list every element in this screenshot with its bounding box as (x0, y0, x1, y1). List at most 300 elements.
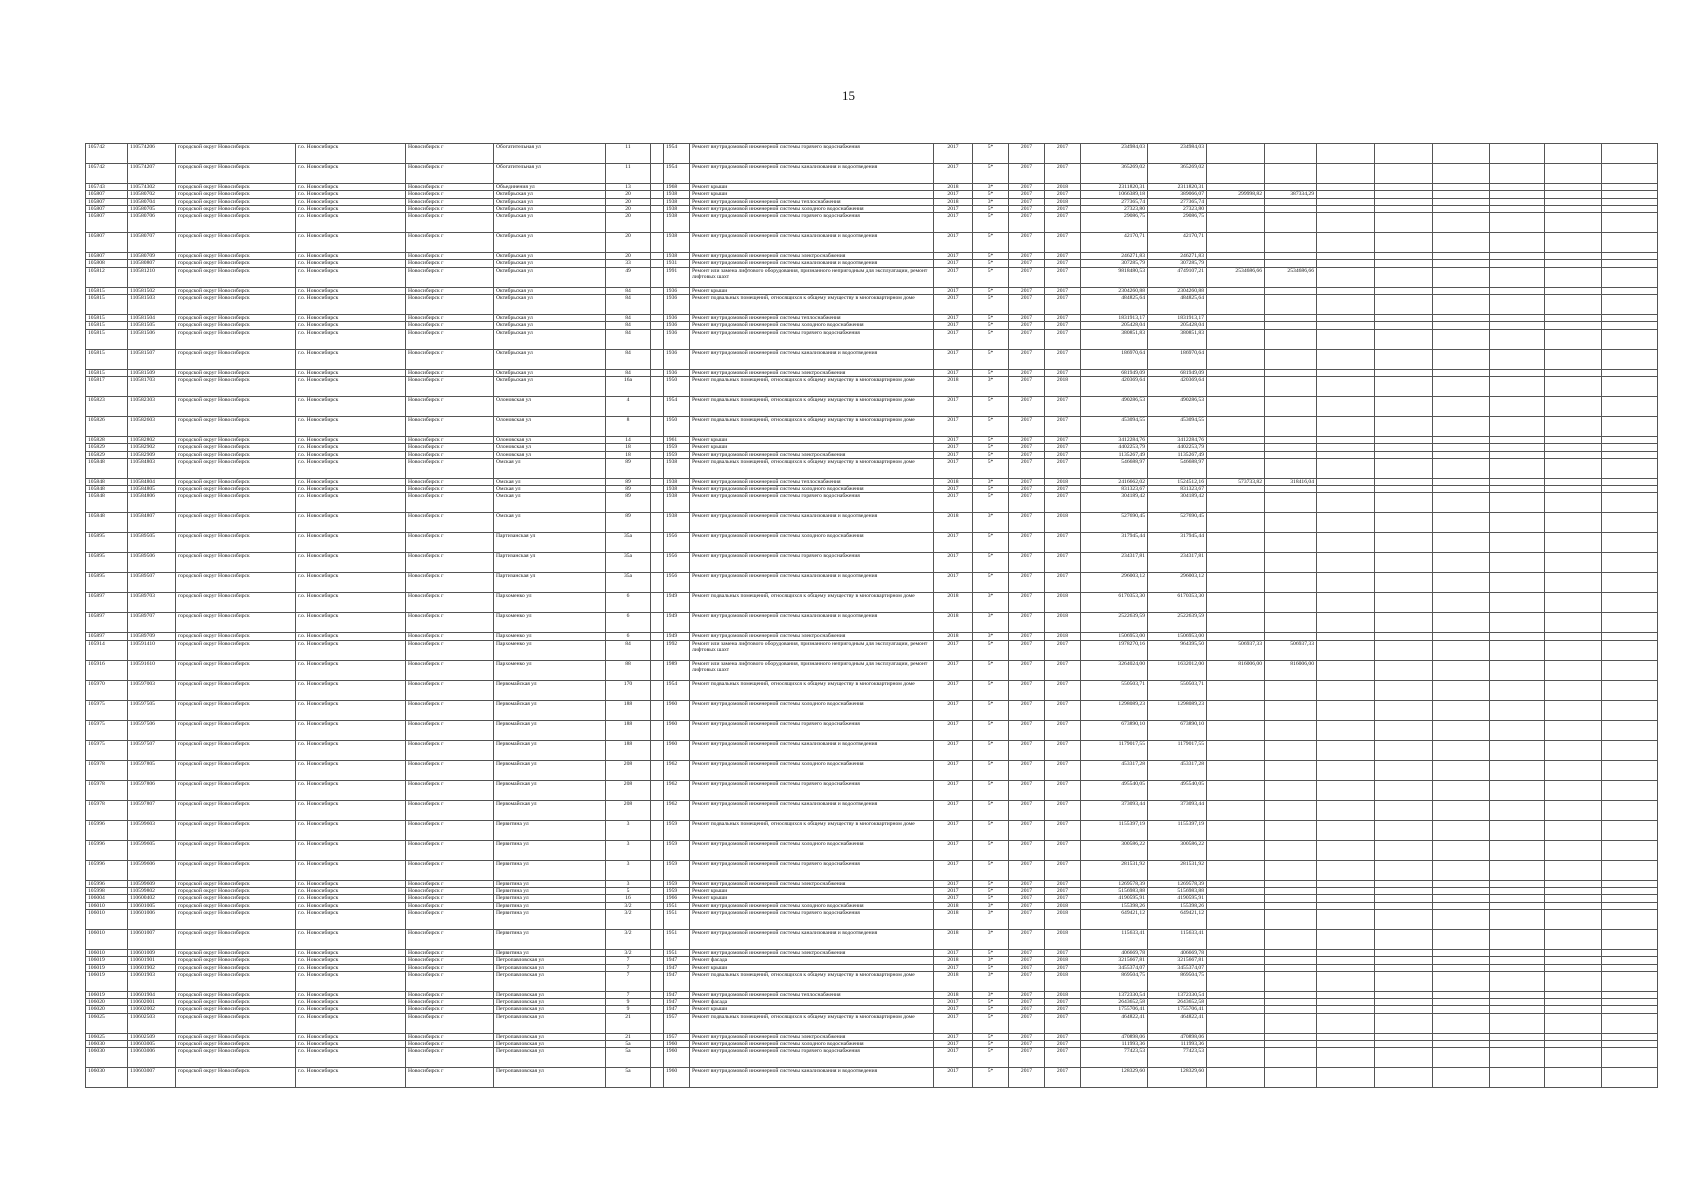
table-cell: г.о. Новосибирск (296, 760, 406, 780)
table-cell: 550503,71 (1148, 680, 1207, 700)
table-cell: Ремонт или замена лифтового оборудования, признанного непригодным для эксплуатации, ремонт лифтовых шахт (690, 267, 934, 287)
table-cell: Октябрьская ул (494, 260, 606, 267)
table-cell (1433, 999, 1490, 1006)
table-cell (651, 315, 664, 322)
table-cell (1433, 880, 1490, 887)
table-cell (1265, 533, 1317, 553)
table-cell: Октябрьская ул (494, 287, 606, 294)
table-cell: Олоновская ул (494, 444, 606, 451)
table-cell: 1938 (664, 191, 690, 198)
table-cell: 110603006 (128, 1048, 176, 1068)
table-cell (1433, 213, 1490, 233)
table-cell: 5* (973, 700, 1009, 720)
table-cell (1375, 205, 1433, 212)
table-cell: 2018 (934, 929, 973, 949)
table-cell: 110589709 (128, 633, 176, 640)
table-row (86, 553, 1658, 573)
table-cell: городской округ Новосибирск (176, 513, 296, 533)
table-cell (1545, 233, 1602, 253)
table-cell: 110599606 (128, 860, 176, 880)
table-cell (1490, 680, 1545, 700)
table-cell (1545, 184, 1602, 191)
table-cell (1375, 478, 1433, 485)
table-cell (1375, 253, 1433, 260)
table-cell: Новосибирск г (406, 369, 494, 376)
table-cell: Пархоменко ул (494, 593, 606, 613)
table-cell (1265, 593, 1317, 613)
table-cell: г.о. Новосибирск (296, 295, 406, 315)
table-cell: городской округ Новосибирск (176, 1033, 296, 1040)
table-cell: городской округ Новосибирск (176, 1006, 296, 1013)
table-cell: городской округ Новосибирск (176, 1041, 296, 1048)
table-cell (1317, 369, 1375, 376)
table-cell (1265, 720, 1317, 740)
table-cell (651, 329, 664, 349)
table-cell (1317, 267, 1375, 287)
table-cell (1207, 315, 1265, 322)
table-cell: Новосибирск г (406, 1013, 494, 1033)
table-cell (1433, 451, 1490, 458)
table-cell: 2017 (934, 553, 973, 573)
table-cell (1207, 553, 1265, 573)
table-cell: Пархоменко ул (494, 660, 606, 680)
table-cell (651, 633, 664, 640)
table-cell: 105829 (86, 451, 128, 458)
table-cell (1317, 860, 1375, 880)
table-cell (1207, 700, 1265, 720)
table-cell: Ремонт или замена лифтового оборудования, признанного непригодным для эксплуатации, ремонт лифтовых шахт (690, 640, 934, 660)
table-cell (1375, 880, 1433, 887)
table-cell: 2017 (934, 164, 973, 184)
table-cell: 5* (973, 329, 1009, 349)
table-cell (1207, 260, 1265, 267)
table-cell: 2017 (1009, 267, 1045, 287)
table-cell: 110580709 (128, 253, 176, 260)
table-cell (1265, 800, 1317, 820)
table-cell: городской округ Новосибирск (176, 233, 296, 253)
table-cell: 5* (973, 949, 1009, 956)
table-cell: 9 (606, 1006, 651, 1013)
table-cell (1375, 700, 1433, 720)
table-cell (1207, 888, 1265, 895)
table-cell: 5* (973, 322, 1009, 329)
table-cell: Петропавловская ул (494, 1013, 606, 1033)
table-cell (1207, 416, 1265, 436)
table-cell: 3 (606, 820, 651, 840)
table-cell: 2017 (1009, 760, 1045, 780)
table-cell: 3* (973, 957, 1009, 964)
table-cell: 110602001 (128, 999, 176, 1006)
table-cell (651, 533, 664, 553)
table-cell (1602, 1048, 1658, 1068)
table-cell: 110599609 (128, 880, 176, 887)
table-cell (1433, 573, 1490, 593)
table-cell: 1954 (664, 144, 690, 164)
table-row (86, 902, 1658, 909)
table-cell (1207, 964, 1265, 971)
table-cell (1433, 287, 1490, 294)
table-cell: г.о. Новосибирск (296, 267, 406, 287)
table-cell: Новосибирск г (406, 329, 494, 349)
table-cell: 2017 (1009, 295, 1045, 315)
table-cell (1602, 895, 1658, 902)
table-cell (1375, 949, 1433, 956)
table-cell: 110599603 (128, 820, 176, 840)
table-cell: 470898,06 (1148, 1033, 1207, 1040)
table-cell: 188 (606, 700, 651, 720)
table-cell: Ремонт внутридомовой инженерной системы теплоснабжения (690, 315, 934, 322)
table-cell (1207, 929, 1265, 949)
table-cell: 5* (973, 493, 1009, 513)
table-cell (1317, 880, 1375, 887)
table-cell (1545, 478, 1602, 485)
table-cell (1545, 888, 1602, 895)
table-cell: 1962 (664, 800, 690, 820)
table-cell: городской округ Новосибирск (176, 376, 296, 396)
table-cell: Новосибирск г (406, 416, 494, 436)
table-cell (1265, 493, 1317, 513)
table-cell (1545, 902, 1602, 909)
table-cell: 1959 (664, 888, 690, 895)
table-cell: 170 (606, 680, 651, 700)
table-cell: 2018 (934, 991, 973, 998)
table-cell: 2017 (934, 740, 973, 760)
table-cell: 6 (606, 593, 651, 613)
table-cell: Петропавловская ул (494, 991, 606, 998)
table-cell (1375, 971, 1433, 991)
table-cell: 105998 (86, 888, 128, 895)
table-cell: 2017 (934, 840, 973, 860)
table-cell (1545, 860, 1602, 880)
table-cell (1375, 633, 1433, 640)
table-cell (1375, 820, 1433, 840)
table-cell (1602, 902, 1658, 909)
table-cell: 110597507 (128, 740, 176, 760)
table-cell: 296003,12 (1081, 573, 1148, 593)
table-cell: 20 (606, 213, 651, 233)
table-cell (1433, 720, 1490, 740)
table-cell: 2017 (1045, 295, 1081, 315)
table-cell: 5156983,88 (1081, 888, 1148, 895)
table-cell: 3 (606, 880, 651, 887)
table-cell: 5* (973, 964, 1009, 971)
table-cell (1545, 991, 1602, 998)
table-cell: Ремонт внутридомовой инженерной системы горячего водоснабжения (690, 329, 934, 349)
table-cell: 2017 (934, 295, 973, 315)
table-cell: 5* (973, 1068, 1009, 1088)
table-cell: Новосибирск г (406, 800, 494, 820)
table-cell (1602, 660, 1658, 680)
table-cell: 110603007 (128, 1068, 176, 1088)
table-cell (1207, 184, 1265, 191)
table-row (86, 444, 1658, 451)
table-cell: г.о. Новосибирск (296, 573, 406, 593)
table-cell (1317, 971, 1375, 991)
table-cell (1545, 929, 1602, 949)
table-cell: 110581504 (128, 315, 176, 322)
table-cell: г.о. Новосибирск (296, 860, 406, 880)
table-cell: г.о. Новосибирск (296, 329, 406, 349)
table-cell: 105895 (86, 533, 128, 553)
table-cell (1490, 840, 1545, 860)
table-cell: 5* (973, 840, 1009, 860)
table-cell: 5* (973, 267, 1009, 287)
table-cell: 2018 (1045, 376, 1081, 396)
table-cell: 4 (606, 396, 651, 416)
table-cell (1317, 573, 1375, 593)
table-cell: 5* (973, 451, 1009, 458)
table-cell: Новосибирск г (406, 349, 494, 369)
table-cell: г.о. Новосибирск (296, 593, 406, 613)
table-cell: 2017 (1009, 680, 1045, 700)
table-cell: Новосибирск г (406, 184, 494, 191)
table-cell: 5* (973, 213, 1009, 233)
table-cell (1545, 349, 1602, 369)
table-cell (1602, 458, 1658, 478)
table-cell: Ремонт подвальных помещений, относящихся к общему имуществу в многоквартирном доме (690, 416, 934, 436)
table-cell (651, 144, 664, 164)
table-cell (1433, 198, 1490, 205)
table-cell: 7 (606, 964, 651, 971)
table-cell (1317, 376, 1375, 396)
table-cell: 2018 (1045, 971, 1081, 991)
table-cell (1602, 233, 1658, 253)
table-cell (1545, 660, 1602, 680)
table-cell: городской округ Новосибирск (176, 253, 296, 260)
table-cell: городской округ Новосибирск (176, 553, 296, 573)
table-cell (1433, 376, 1490, 396)
table-cell: 88 (606, 660, 651, 680)
table-cell (1317, 888, 1375, 895)
table-cell: городской округ Новосибирск (176, 593, 296, 613)
table-cell (1602, 1041, 1658, 1048)
table-cell: 110602509 (128, 1033, 176, 1040)
table-cell: 673890,10 (1148, 720, 1207, 740)
table-cell: 105897 (86, 593, 128, 613)
table-cell: 453317,28 (1148, 760, 1207, 780)
table-cell (651, 929, 664, 949)
table-cell (1317, 1033, 1375, 1040)
table-cell: городской округ Новосибирск (176, 1068, 296, 1088)
table-cell: 110584806 (128, 493, 176, 513)
table-cell (1602, 680, 1658, 700)
table-cell: 1951 (664, 902, 690, 909)
table-cell: Ремонт внутридомовой инженерной системы канализования и водоотведения (690, 164, 934, 184)
table-cell (1602, 198, 1658, 205)
table-cell (1602, 444, 1658, 451)
table-cell: 1155397,19 (1081, 820, 1148, 840)
table-cell: 2017 (1045, 880, 1081, 887)
table-cell (1545, 613, 1602, 633)
table-cell (1490, 880, 1545, 887)
table-cell: 1936 (664, 329, 690, 349)
table-cell (1317, 895, 1375, 902)
table-cell: городской округ Новосибирск (176, 436, 296, 443)
table-cell: Новосибирск г (406, 902, 494, 909)
table-cell (1375, 800, 1433, 820)
table-cell: 105815 (86, 369, 128, 376)
table-cell: 1831913,17 (1148, 315, 1207, 322)
table-cell: Первитина ул (494, 880, 606, 887)
table-cell (1265, 860, 1317, 880)
table-cell: 2017 (1009, 553, 1045, 573)
table-cell (651, 376, 664, 396)
table-cell: 5* (973, 396, 1009, 416)
table-cell (1207, 800, 1265, 820)
table-cell: 105807 (86, 253, 128, 260)
table-cell (1490, 376, 1545, 396)
table-cell (1207, 613, 1265, 633)
table-cell (1207, 198, 1265, 205)
table-row (86, 436, 1658, 443)
table-cell: 2017 (934, 800, 973, 820)
table-cell: 105815 (86, 295, 128, 315)
table-cell (1490, 1068, 1545, 1088)
table-cell: городской округ Новосибирск (176, 760, 296, 780)
table-cell: 5* (973, 1033, 1009, 1040)
table-cell (1375, 322, 1433, 329)
table-cell: 234984,03 (1081, 144, 1148, 164)
table-cell: 2017 (1045, 444, 1081, 451)
table-cell (651, 436, 664, 443)
table-cell (1317, 740, 1375, 760)
table-cell: 1956 (664, 553, 690, 573)
table-cell: г.о. Новосибирск (296, 909, 406, 929)
table-cell: Ремонт внутридомовой инженерной системы канализования и водоотведения (690, 513, 934, 533)
table-cell (1490, 860, 1545, 880)
table-cell: 84 (606, 287, 651, 294)
table-cell: 2018 (934, 613, 973, 633)
table-cell: Ремонт внутридомовой инженерной системы горячего водоснабжения (690, 144, 934, 164)
table-cell: г.о. Новосибирск (296, 184, 406, 191)
table-cell: 11 (606, 144, 651, 164)
table-cell: 2017 (1045, 213, 1081, 233)
table-cell: 33 (606, 260, 651, 267)
table-cell (1375, 957, 1433, 964)
table-cell (1433, 640, 1490, 660)
table-cell: Ремонт внутридомовой инженерной системы канализования и водоотведения (690, 800, 934, 820)
table-cell: Ремонт фасада (690, 999, 934, 1006)
table-cell (1433, 396, 1490, 416)
table-cell (1265, 573, 1317, 593)
table-cell (1433, 680, 1490, 700)
table-cell (651, 1006, 664, 1013)
table-cell: 2017 (1009, 416, 1045, 436)
table-cell: Первомайская ул (494, 740, 606, 760)
table-cell: 105996 (86, 860, 128, 880)
table-cell (1433, 493, 1490, 513)
table-cell (1545, 640, 1602, 660)
table-row (86, 493, 1658, 513)
table-cell: 2017 (1009, 1041, 1045, 1048)
table-cell: г.о. Новосибирск (296, 999, 406, 1006)
table-cell: 2017 (934, 1006, 973, 1013)
table-cell: городской округ Новосибирск (176, 888, 296, 895)
table-cell (651, 964, 664, 971)
table-cell (1433, 322, 1490, 329)
table-cell: 27323,80 (1148, 205, 1207, 212)
table-cell: городской округ Новосибирск (176, 860, 296, 880)
table-cell (1602, 493, 1658, 513)
table-cell (1207, 902, 1265, 909)
table-cell: 110582909 (128, 451, 176, 458)
table-cell: 5* (973, 573, 1009, 593)
table-cell (1207, 369, 1265, 376)
table-cell: 5* (973, 1048, 1009, 1068)
table-cell: г.о. Новосибирск (296, 205, 406, 212)
table-cell: 2017 (1045, 888, 1081, 895)
table-cell: Ремонт внутридомовой инженерной системы канализования и водоотведения (690, 1068, 934, 1088)
table-cell: Ремонт крыши (690, 888, 934, 895)
table-cell: городской округ Новосибирск (176, 680, 296, 700)
table-cell: 1135267,49 (1148, 451, 1207, 458)
table-cell: городской округ Новосибирск (176, 164, 296, 184)
table-cell: 1179017,55 (1081, 740, 1148, 760)
table-cell: 2017 (1009, 533, 1045, 553)
table-cell: 2017 (1045, 840, 1081, 860)
table-cell: 2017 (1009, 198, 1045, 205)
table-cell: 20 (606, 233, 651, 253)
table-cell: 1950 (664, 376, 690, 396)
table-cell: Новосибирск г (406, 820, 494, 840)
table-cell: 1506953,00 (1081, 633, 1148, 640)
table-cell: 20 (606, 253, 651, 260)
table-cell (1265, 902, 1317, 909)
table-cell (1602, 322, 1658, 329)
table-cell (1602, 740, 1658, 760)
table-cell: 2017 (1045, 144, 1081, 164)
table-cell (1490, 369, 1545, 376)
table-cell (1375, 740, 1433, 760)
table-cell: г.о. Новосибирск (296, 315, 406, 322)
table-cell: 2017 (1045, 760, 1081, 780)
table-cell: 495540,05 (1081, 780, 1148, 800)
table-cell: городской округ Новосибирск (176, 740, 296, 760)
table-cell: Октябрьская ул (494, 213, 606, 233)
table-cell (1317, 191, 1375, 198)
table-cell: 9818480,53 (1081, 267, 1148, 287)
table-cell: Ремонт крыши (690, 184, 934, 191)
table-cell (1207, 957, 1265, 964)
table-cell: 1632012,00 (1148, 660, 1207, 680)
table-cell: 20 (606, 191, 651, 198)
table-cell: городской округ Новосибирск (176, 780, 296, 800)
table-cell: 110591410 (128, 640, 176, 660)
table-cell (651, 349, 664, 369)
table-cell: 2017 (934, 436, 973, 443)
table-cell (651, 720, 664, 740)
table-cell: 20 (606, 198, 651, 205)
table-cell (1433, 144, 1490, 164)
table-cell: 1959 (664, 860, 690, 880)
table-cell: 110574206 (128, 144, 176, 164)
table-cell (1545, 164, 1602, 184)
table-cell: городской округ Новосибирск (176, 533, 296, 553)
table-cell (1375, 573, 1433, 593)
table-cell: Ремонт подвальных помещений, относящихся к общему имуществу в многоквартирном доме (690, 971, 934, 991)
table-cell: 1959 (664, 444, 690, 451)
table-cell (1602, 436, 1658, 443)
table-cell: 18 (606, 444, 651, 451)
table-cell: 1938 (664, 493, 690, 513)
table-cell (1545, 444, 1602, 451)
table-cell (1545, 895, 1602, 902)
table-cell (651, 840, 664, 860)
table-cell: 681949,09 (1081, 369, 1148, 376)
table-cell: 2534686,66 (1207, 267, 1265, 287)
table-cell: 188 (606, 720, 651, 740)
table-cell: 5* (973, 999, 1009, 1006)
